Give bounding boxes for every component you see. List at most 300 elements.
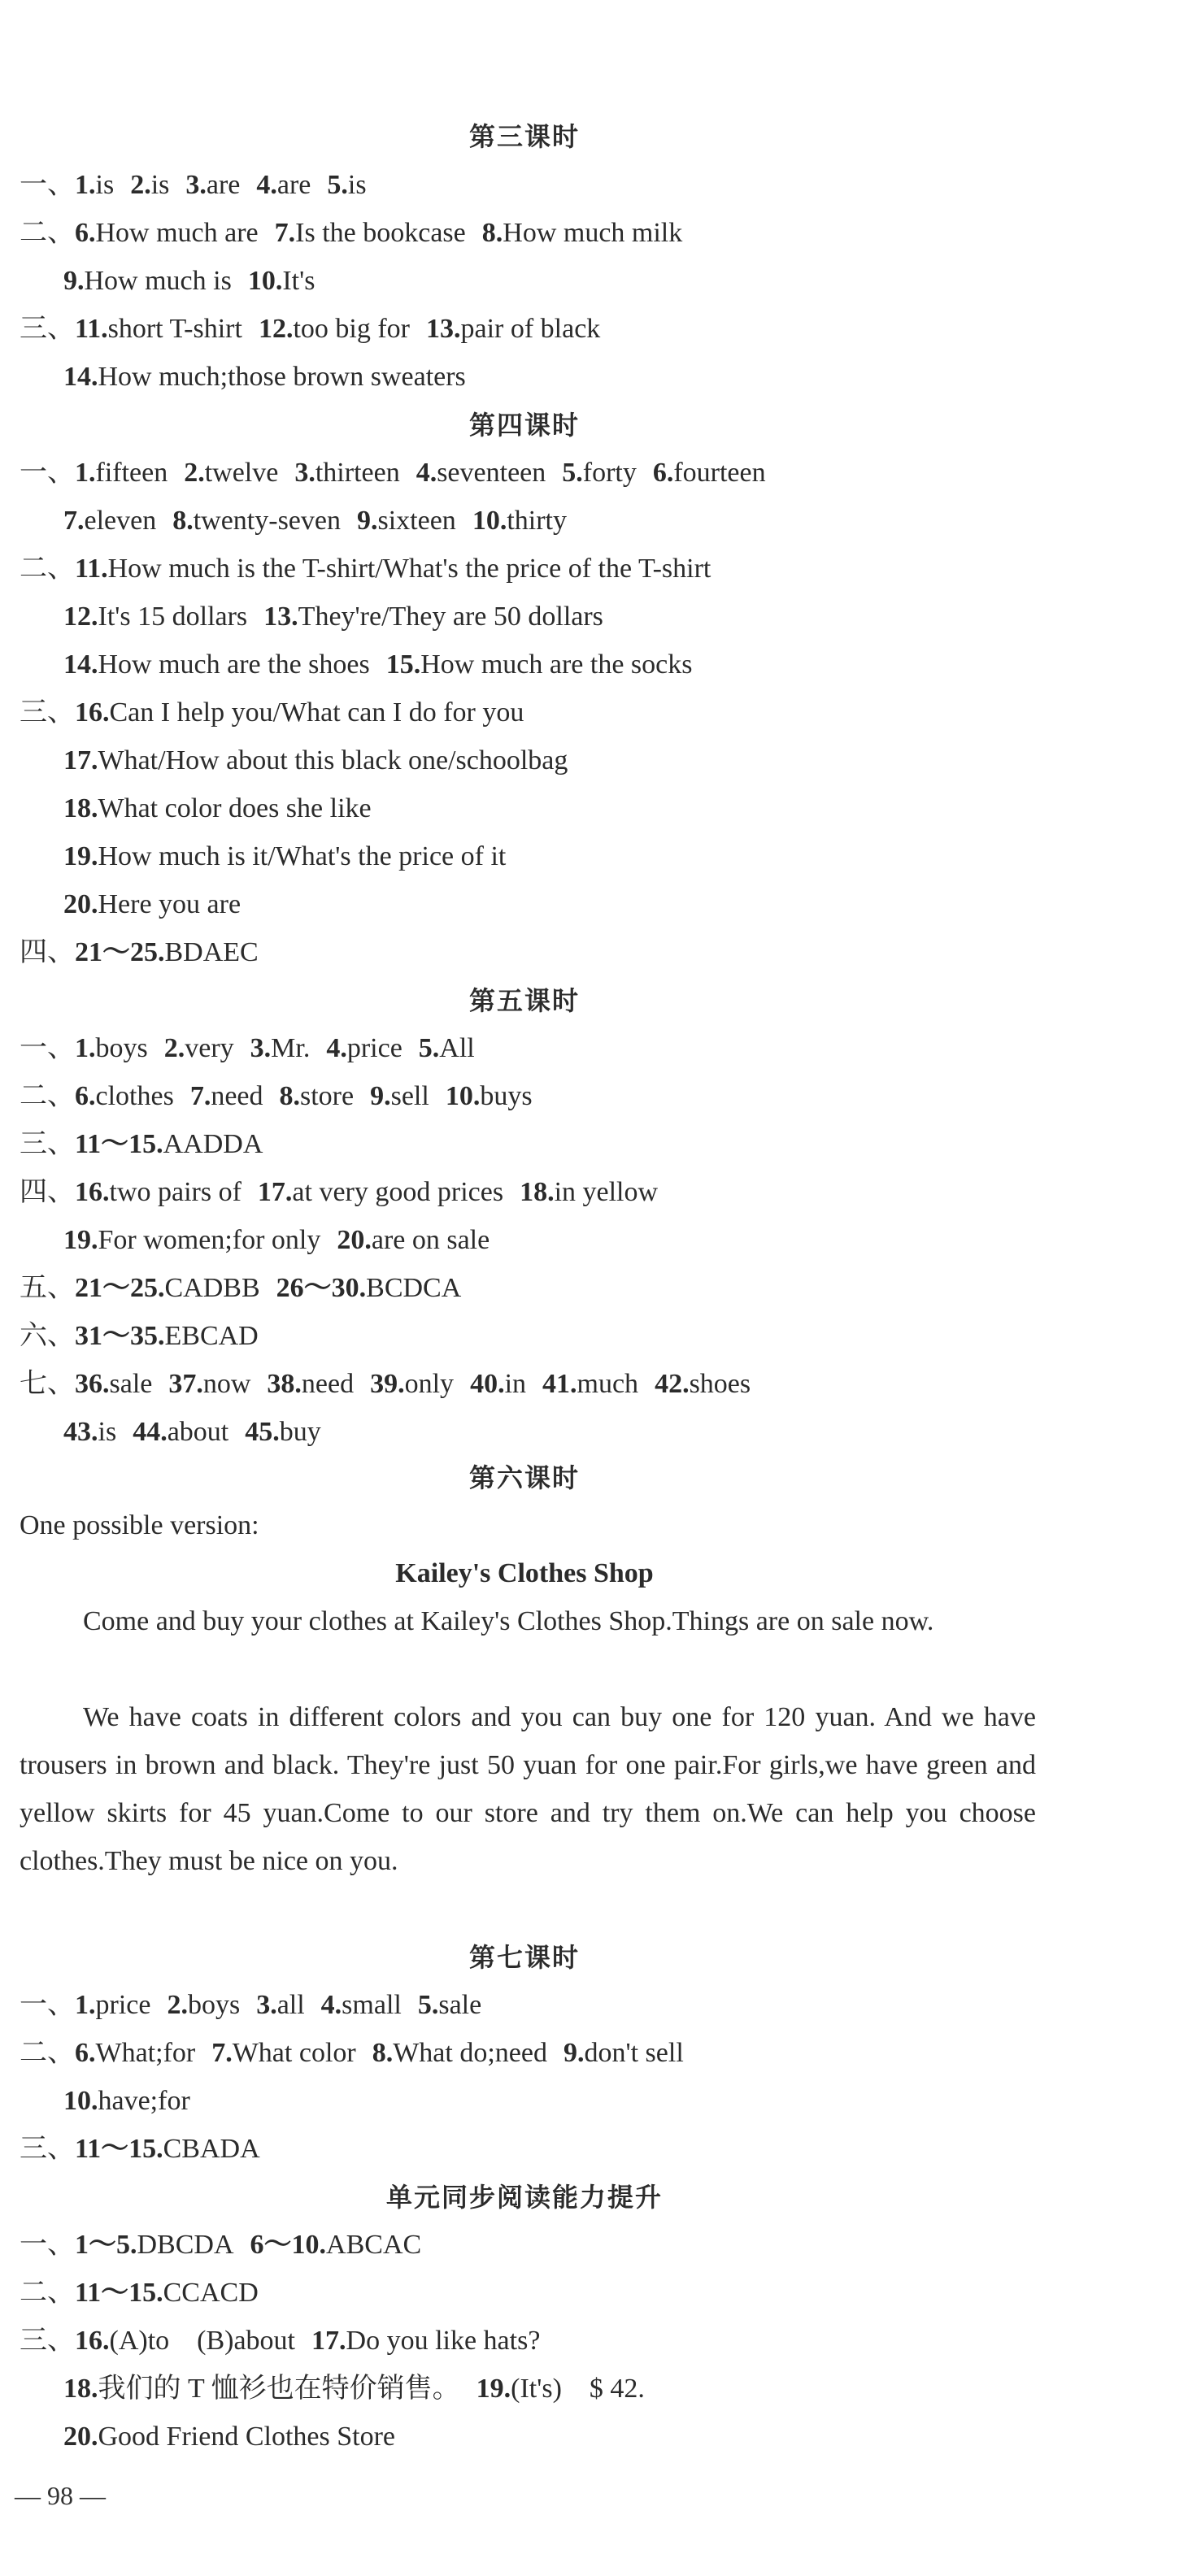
question-number: 36. (75, 1369, 110, 1399)
question-number: 21～25. (75, 937, 165, 967)
answer-row (20, 217, 698, 250)
answer-text: What do;need (393, 2038, 547, 2068)
answer-item (267, 1368, 354, 1401)
answer-item (75, 1032, 148, 1065)
answer-row (20, 1368, 767, 1401)
answer-item (416, 457, 546, 489)
answer-text: It's (282, 266, 315, 296)
question-number: 5. (417, 1990, 439, 2020)
answer-text: clothes (95, 1081, 174, 1111)
answer-item (326, 1032, 402, 1065)
section-marker: 二、 (20, 2278, 75, 2308)
answer-text: EBCAD (164, 1321, 259, 1351)
question-number: 38. (267, 1369, 302, 1399)
answer-text: It's 15 dollars (98, 602, 248, 632)
answer-row (63, 505, 583, 537)
answer-text: What color (232, 2038, 356, 2068)
answer-text: is (98, 1417, 117, 1447)
section-marker: 六、 (20, 1321, 75, 1351)
section-marker: 一、 (20, 1990, 75, 2020)
answer-item (167, 1989, 240, 2022)
answer-item (245, 1416, 321, 1449)
answer-text: in yellow (554, 1177, 659, 1207)
answer-item (63, 1224, 320, 1257)
answer-item (75, 457, 168, 489)
answer-item (446, 1080, 533, 1113)
section-heading: 第七课时 (468, 1942, 580, 1973)
question-number: 1. (75, 1033, 96, 1063)
answer-text: is (95, 170, 115, 200)
answer-row (20, 169, 383, 202)
answer-row (20, 1272, 477, 1305)
answer-item (370, 1080, 429, 1113)
answer-row (20, 1989, 498, 2022)
question-number: 8. (481, 218, 503, 248)
question-number: 11～15. (75, 2278, 163, 2308)
answer-text: two pairs of (109, 1177, 242, 1207)
answer-item (426, 313, 600, 345)
answer-item (75, 936, 259, 969)
question-number: 6. (75, 2038, 96, 2068)
answer-text: (It's) $ 42. (511, 2374, 645, 2404)
question-number: 44. (133, 1417, 168, 1447)
question-number: 9. (357, 506, 378, 536)
section-marker: 三、 (20, 2326, 75, 2356)
section-marker: 一、 (20, 170, 75, 200)
section-marker: 二、 (20, 2038, 75, 2068)
answer-text: sale (438, 1990, 482, 2020)
answer-text: forty (582, 458, 637, 488)
answer-text: twelve (204, 458, 279, 488)
answer-text: eleven (84, 506, 157, 536)
question-number: 13. (425, 314, 461, 344)
answer-text: at very good prices (292, 1177, 504, 1207)
answer-row (20, 1128, 279, 1161)
answer-row (20, 2133, 276, 2165)
section-heading: 第三课时 (468, 121, 580, 152)
answer-text: How much are (95, 218, 259, 248)
answer-item (130, 169, 169, 202)
question-number: 7. (211, 2038, 233, 2068)
question-number: 14. (63, 362, 98, 392)
answer-text: Is the bookcase (295, 218, 466, 248)
question-number: 43. (63, 1417, 98, 1447)
answer-item (482, 217, 682, 250)
question-number: 14. (63, 649, 98, 680)
answer-text: too big for (293, 314, 410, 344)
question-number: 9. (370, 1081, 391, 1111)
essay-paragraph-2: We have coats in different colors and you can buy one for 120 yuan. And we have trousers in brown and black. They're just 50 yuan for one pair.For girls,we have green and yellow skirts for 45 yuan.Come to our store and try them on.We can help you choose clothes.They must be nice on you. (20, 1702, 1036, 1876)
question-number: 18. (520, 1177, 555, 1207)
question-number: 3. (185, 170, 207, 200)
question-number: 11～15. (75, 2134, 163, 2164)
answer-item (75, 697, 524, 729)
question-number: 5. (418, 1033, 440, 1063)
question-number: 1. (75, 458, 96, 488)
section-marker: 二、 (20, 554, 75, 584)
answer-text: small (342, 1990, 402, 2020)
answer-text: They're/They are 50 dollars (298, 602, 603, 632)
answer-row (20, 1320, 275, 1353)
question-number: 8. (172, 506, 194, 536)
question-number: 42. (655, 1369, 690, 1399)
question-number: 2. (130, 170, 151, 200)
answer-item (164, 1032, 234, 1065)
answer-text: have;for (98, 2086, 190, 2116)
question-number: 9. (563, 2038, 585, 2068)
answer-text: in (504, 1369, 527, 1399)
answer-item (63, 361, 466, 393)
answer-row (63, 1416, 337, 1449)
answer-text: What color does she like (98, 793, 372, 823)
question-number: 10. (445, 1081, 481, 1111)
question-number: 5. (327, 170, 348, 200)
question-number: 45. (245, 1417, 280, 1447)
answer-row (20, 457, 782, 489)
question-number: 17. (63, 745, 98, 775)
question-number: 6. (652, 458, 674, 488)
answer-text: How much;those brown sweaters (98, 362, 466, 392)
answer-text: sale (109, 1369, 153, 1399)
answer-item (653, 457, 766, 489)
answer-text: Can I help you/What can I do for you (109, 697, 524, 728)
question-number: 5. (562, 458, 583, 488)
answer-item (75, 553, 711, 585)
answer-row (63, 265, 331, 298)
answer-text: DBCDA (137, 2230, 234, 2260)
answer-text: How much are the shoes (98, 649, 370, 680)
answer-text: Do you like hats? (346, 2326, 541, 2356)
answer-item (75, 169, 114, 202)
answer-row (20, 1032, 491, 1065)
answer-row (20, 2229, 437, 2261)
answer-item (190, 1080, 263, 1113)
answer-text: CBADA (163, 2134, 260, 2164)
question-number: 4. (326, 1033, 347, 1063)
question-number: 12. (63, 602, 98, 632)
question-number: 20. (337, 1225, 372, 1255)
answer-item (294, 457, 399, 489)
question-number: 4. (416, 458, 437, 488)
answer-text: now (202, 1369, 251, 1399)
essay-paragraph-1: Come and buy your clothes at Kailey's Clothes Shop.Things are on sale now. (83, 1606, 934, 1636)
answer-row (63, 2085, 207, 2118)
answer-text: is (150, 170, 170, 200)
answer-item (337, 1224, 490, 1257)
answer-text: thirty (507, 506, 567, 536)
answer-text: all (276, 1990, 305, 2020)
answer-row (63, 649, 709, 681)
answer-item (63, 2085, 190, 2118)
answer-text: fourteen (673, 458, 766, 488)
section-marker: 三、 (20, 314, 75, 344)
answer-text: are on sale (371, 1225, 490, 1255)
answer-text: CADBB (164, 1273, 260, 1303)
answer-row (20, 553, 727, 585)
question-number: 26～30. (276, 1273, 367, 1303)
answer-item (386, 649, 693, 681)
answer-text: thirteen (315, 458, 400, 488)
answer-text: Here you are (98, 889, 242, 919)
answer-text: What;for (95, 2038, 196, 2068)
answer-text: How much is the T-shirt/What's the price of the T-shirt (107, 554, 711, 584)
answer-text: How much is it/What's the price of it (98, 841, 507, 871)
answer-item (259, 313, 410, 345)
question-number: 11. (75, 314, 108, 344)
answer-text: (A)to (B)about (109, 2326, 296, 2356)
answer-text: are (276, 170, 311, 200)
question-number: 10. (472, 506, 507, 536)
answer-row (20, 1176, 674, 1209)
answer-item (75, 313, 242, 345)
answer-item (258, 1176, 503, 1209)
answer-row (20, 2037, 700, 2070)
question-number: 11. (75, 554, 108, 584)
answer-item (63, 265, 232, 298)
question-number: 4. (256, 170, 277, 200)
section-marker: 四、 (20, 937, 75, 967)
answer-text: is (347, 170, 367, 200)
answer-item (275, 217, 466, 250)
answer-row (63, 841, 522, 873)
question-number: 16. (75, 697, 110, 728)
question-number: 13. (263, 602, 298, 632)
section-marker: 一、 (20, 1033, 75, 1063)
section-marker: 四、 (20, 1177, 75, 1207)
question-number: 20. (63, 889, 98, 919)
answer-text: 我们的 T 恤衫也在特价销售。 (98, 2374, 460, 2404)
answer-item (172, 505, 341, 537)
question-number: 6. (75, 1081, 96, 1111)
answer-row (63, 2373, 661, 2405)
answer-item (133, 1416, 228, 1449)
answer-item (419, 1032, 475, 1065)
answer-text: only (404, 1369, 455, 1399)
question-number: 8. (372, 2038, 394, 2068)
answer-row (63, 888, 257, 921)
answer-item (75, 1128, 263, 1161)
question-number: 40. (470, 1369, 505, 1399)
answer-item (372, 2037, 547, 2070)
answer-item (184, 457, 278, 489)
lesson-6-heading: 第六课时 (468, 1462, 580, 1493)
question-number: 2. (167, 1990, 188, 2020)
answer-item (63, 745, 568, 777)
answer-text: sell (390, 1081, 429, 1111)
answer-text: pair of black (460, 314, 601, 344)
answer-row (63, 793, 388, 825)
question-number: 4. (320, 1990, 342, 2020)
question-number: 1. (75, 1990, 96, 2020)
section-heading: 单元同步阅读能力提升 (385, 2182, 663, 2213)
answer-item (655, 1368, 751, 1401)
answer-item (63, 1416, 116, 1449)
answer-text: price (95, 1990, 151, 2020)
answer-text: For women;for only (98, 1225, 321, 1255)
answer-text: AADDA (163, 1129, 263, 1159)
page-number: — 98 — (15, 2481, 106, 2510)
answer-item (476, 2373, 645, 2405)
section-heading: 第四课时 (468, 410, 580, 441)
answer-text: How much milk (503, 218, 683, 248)
answer-item (357, 505, 456, 537)
answer-row (63, 361, 482, 393)
answer-item (564, 2037, 684, 2070)
section-marker: 二、 (20, 218, 75, 248)
answer-row (63, 1224, 506, 1257)
question-number: 21～25. (75, 1273, 165, 1303)
answer-item (327, 169, 366, 202)
answer-item (321, 1989, 402, 2022)
answer-item (250, 2229, 422, 2261)
answer-item (63, 505, 156, 537)
question-number: 10. (247, 266, 283, 296)
answer-text: need (301, 1369, 355, 1399)
question-number: 16. (75, 2326, 110, 2356)
answer-text: about (167, 1417, 229, 1447)
answer-item (63, 601, 247, 633)
answer-text: What/How about this black one/schoolbag (98, 745, 568, 775)
answer-text: Good Friend Clothes Store (98, 2422, 395, 2452)
answer-item (63, 2373, 460, 2405)
question-number: 19. (63, 841, 98, 871)
section-marker: 三、 (20, 1129, 75, 1159)
answer-item (63, 2421, 395, 2453)
answer-item (542, 1368, 638, 1401)
answer-item (75, 1272, 260, 1305)
answer-text: All (439, 1033, 475, 1063)
answer-text: short T-shirt (107, 314, 242, 344)
question-number: 19. (476, 2374, 511, 2404)
answer-item (250, 1032, 311, 1065)
answer-item (63, 793, 372, 825)
question-number: 31～35. (75, 1321, 165, 1351)
answer-text: Mr. (271, 1033, 311, 1063)
answer-item (211, 2037, 356, 2070)
question-number: 7. (189, 1081, 211, 1111)
question-number: 12. (258, 314, 294, 344)
answer-item (75, 2325, 295, 2357)
answer-row (20, 2325, 556, 2357)
question-number: 3. (294, 458, 315, 488)
question-number: 1～5. (75, 2230, 137, 2260)
section-marker: 二、 (20, 1081, 75, 1111)
question-number: 7. (274, 218, 296, 248)
question-number: 9. (63, 266, 85, 296)
answer-text: boys (95, 1033, 148, 1063)
question-number: 18. (63, 2374, 98, 2404)
question-number: 1. (75, 170, 96, 200)
answer-row (63, 2421, 411, 2453)
answer-item (263, 601, 603, 633)
question-number: 20. (63, 2422, 98, 2452)
question-number: 7. (63, 506, 85, 536)
question-number: 15. (385, 649, 421, 680)
answer-text: need (211, 1081, 263, 1111)
answer-item (280, 1080, 355, 1113)
answer-text: twenty-seven (193, 506, 341, 536)
sample-intro: One possible version: (20, 1510, 259, 1540)
answer-item (311, 2325, 540, 2357)
answer-text: buy (279, 1417, 321, 1447)
answer-text: much (577, 1369, 639, 1399)
answer-item (418, 1989, 481, 2022)
answer-item (75, 1176, 242, 1209)
answer-text: CCACD (163, 2278, 259, 2308)
answer-item (75, 2229, 234, 2261)
section-marker: 五、 (20, 1273, 75, 1303)
answer-text: BCDCA (366, 1273, 462, 1303)
question-number: 17. (257, 1177, 293, 1207)
answer-item (185, 169, 240, 202)
question-number: 16. (75, 1177, 110, 1207)
answer-item (75, 2037, 195, 2070)
answer-text: sixteen (377, 506, 456, 536)
question-number: 2. (184, 458, 205, 488)
answer-text: boys (187, 1990, 241, 2020)
answer-item (75, 217, 259, 250)
answer-item (562, 457, 637, 489)
answer-text: How much are the socks (420, 649, 693, 680)
answer-row (20, 1080, 549, 1113)
question-number: 19. (63, 1225, 98, 1255)
answer-text: are (206, 170, 241, 200)
answer-text: don't sell (584, 2038, 684, 2068)
section-heading: 第五课时 (468, 985, 580, 1016)
answer-row (63, 745, 584, 777)
answer-text: shoes (689, 1369, 751, 1399)
essay-title: Kailey's Clothes Shop (395, 1558, 654, 1588)
section-marker: 三、 (20, 697, 75, 728)
answer-item (276, 1272, 462, 1305)
answer-text: very (185, 1033, 234, 1063)
answer-item (248, 265, 315, 298)
answer-item (75, 2277, 259, 2309)
answer-text: buys (480, 1081, 533, 1111)
question-number: 37. (168, 1369, 203, 1399)
question-number: 17. (311, 2326, 346, 2356)
answer-item (63, 841, 506, 873)
question-number: 8. (279, 1081, 300, 1111)
question-number: 18. (63, 793, 98, 823)
answer-item (370, 1368, 454, 1401)
answer-text: store (300, 1081, 355, 1111)
answer-text: price (346, 1033, 403, 1063)
answer-text: seventeen (437, 458, 546, 488)
answer-item (520, 1176, 658, 1209)
answer-item (256, 169, 311, 202)
answer-item (75, 1989, 150, 2022)
question-number: 6～10. (250, 2230, 327, 2260)
question-number: 2. (163, 1033, 185, 1063)
section-marker: 七、 (20, 1369, 75, 1399)
answer-row (63, 601, 620, 633)
answer-item (63, 649, 370, 681)
answer-item (472, 505, 567, 537)
answer-item (75, 1368, 152, 1401)
answer-text: fifteen (95, 458, 168, 488)
answer-row (20, 2277, 275, 2309)
answer-item (63, 888, 241, 921)
answer-row (20, 936, 275, 969)
section-marker: 一、 (20, 458, 75, 488)
answer-row (20, 313, 616, 345)
question-number: 39. (370, 1369, 405, 1399)
question-number: 41. (542, 1369, 577, 1399)
answer-text: BDAEC (164, 937, 259, 967)
answer-text: ABCAC (326, 2230, 422, 2260)
question-number: 11～15. (75, 1129, 163, 1159)
